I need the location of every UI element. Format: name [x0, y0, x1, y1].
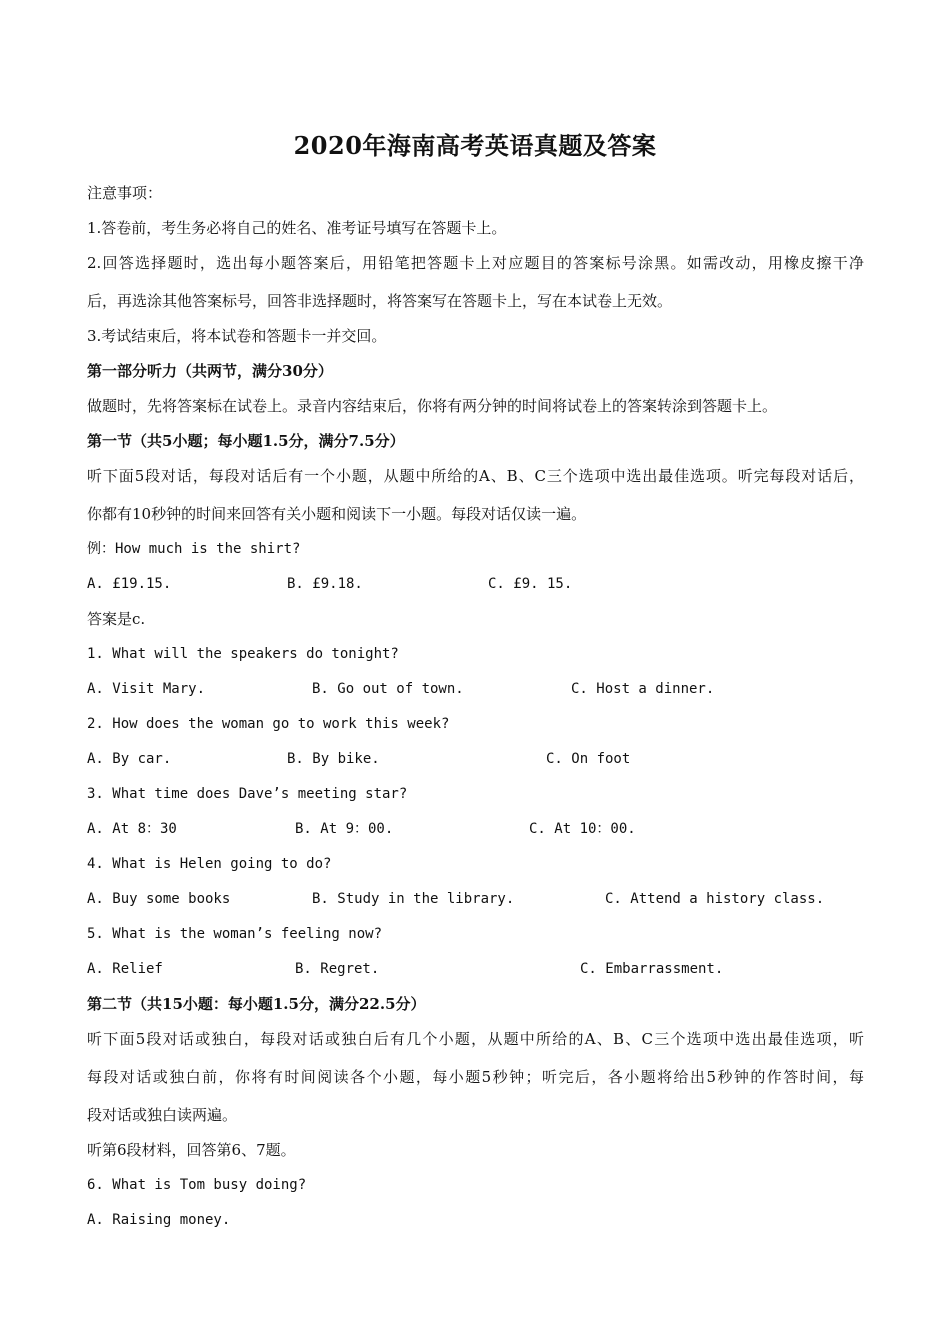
notice-heading: 注意事项：: [87, 184, 163, 202]
q5-option-b: B. Regret.: [295, 961, 380, 977]
section1-instruction-2: 你都有10秒钟的时间来回答有关小题和阅读下一小题。每段对话仅读一遍。: [87, 505, 587, 523]
q2-option-c: C. On foot: [546, 751, 631, 767]
example-option-c: C. £9. 15.: [488, 576, 573, 592]
question-5: 5. What is the woman’s feeling now?: [87, 926, 383, 942]
notice-item-1: 1.答卷前，考生务必将自己的姓名、准考证号填写在答题卡上。: [87, 219, 507, 237]
part1-heading: 第一部分听力（共两节，满分30分）: [87, 362, 333, 380]
question-4: 4. What is Helen going to do?: [87, 856, 332, 872]
q4-option-b: B. Study in the library.: [312, 891, 515, 907]
q3-option-a: A. At 8：30: [87, 821, 177, 837]
q3-option-c: C. At 10：00.: [529, 821, 636, 837]
q1-option-a: A. Visit Mary.: [87, 681, 206, 697]
question-6: 6. What is Tom busy doing?: [87, 1177, 307, 1193]
example-question: 例：How much is the shirt?: [87, 541, 301, 557]
q2-option-a: A. By car.: [87, 751, 172, 767]
notice-item-2: 2.回答选择题时，选出每小题答案后，用铅笔把答题卡上对应题目的答案标号涂黑。如需改动，用橡皮擦干净: [87, 254, 864, 272]
example-answer: 答案是c.: [87, 610, 146, 628]
q5-option-c: C. Embarrassment.: [580, 961, 724, 977]
example-option-a: A. £19.15.: [87, 576, 172, 592]
section1-heading: 第一节（共5小题；每小题1.5分，满分7.5分）: [87, 432, 405, 450]
q1-option-c: C. Host a dinner.: [571, 681, 715, 697]
q4-option-c: C. Attend a history class.: [605, 891, 825, 907]
q2-option-b: B. By bike.: [287, 751, 380, 767]
question-1: 1. What will the speakers do tonight?: [87, 646, 399, 662]
question-2: 2. How does the woman go to work this week?: [87, 716, 450, 732]
material-6-note: 听第6段材料，回答第6、7题。: [87, 1141, 296, 1159]
q4-option-a: A. Buy some books: [87, 891, 231, 907]
section2-instruction-1: 听下面5段对话或独白，每段对话或独白后有几个小题，从题中所给的A、B、C三个选项中选出最佳选项，听: [87, 1030, 864, 1048]
q5-option-a: A. Relief: [87, 961, 163, 977]
question-3: 3. What time does Dave’s meeting star?: [87, 786, 408, 802]
q1-option-b: B. Go out of town.: [312, 681, 464, 697]
section1-instruction-1: 听下面5段对话，每段对话后有一个小题，从题中所给的A、B、C三个选项中选出最佳选项。听完每段对话后，: [87, 467, 864, 485]
notice-item-3: 3.考试结束后，将本试卷和答题卡一并交回。: [87, 327, 387, 345]
part1-instruction: 做题时，先将答案标在试卷上。录音内容结束后，你将有两分钟的时间将试卷上的答案转涂到答题卡上。: [87, 397, 778, 415]
section2-instruction-3: 段对话或独白读两遍。: [87, 1106, 238, 1124]
example-option-b: B. £9.18.: [287, 576, 363, 592]
section2-instruction-2: 每段对话或独白前，你将有时间阅读各个小题，每小题5秒钟；听完后，各小题将给出5秒钟的作答时间，每: [87, 1068, 864, 1086]
section2-heading: 第二节（共15小题：每小题1.5分，满分22.5分）: [87, 995, 426, 1013]
notice-item-2-cont: 后，再选涂其他答案标号，回答非选择题时，将答案写在答题卡上，写在本试卷上无效。: [87, 292, 673, 310]
page-title: 2020年海南高考英语真题及答案: [293, 131, 657, 160]
q6-option-a: A. Raising money.: [87, 1212, 231, 1228]
q3-option-b: B. At 9：00.: [295, 821, 394, 837]
